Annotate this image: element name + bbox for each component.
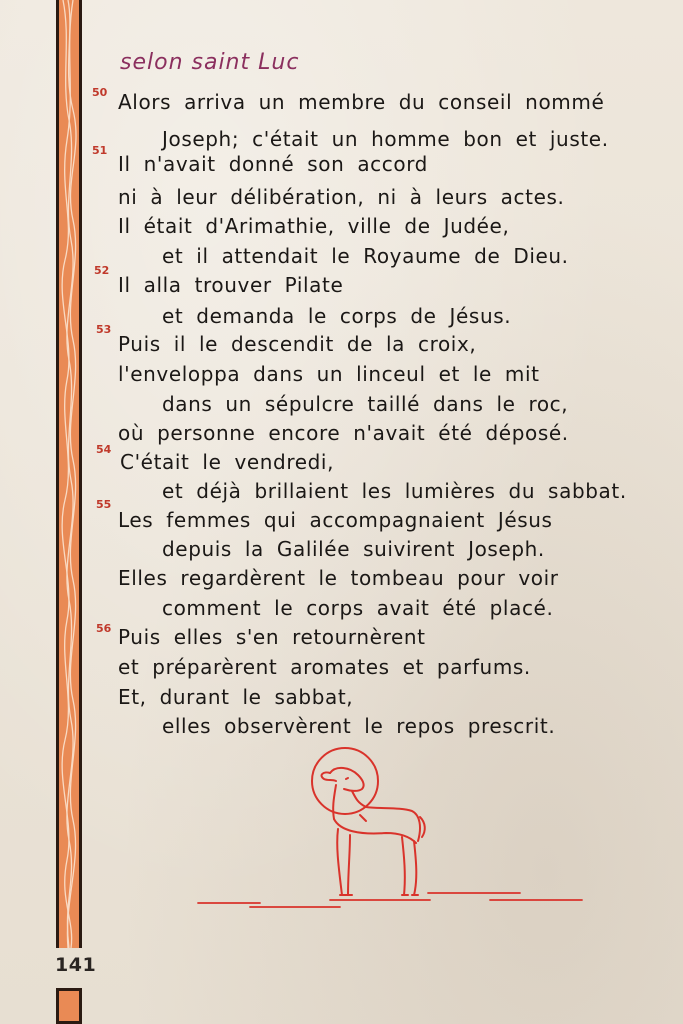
verse-line: depuis la Galilée suivirent Joseph. (162, 537, 545, 561)
verse-line: et déjà brillaient les lumières du sabbat. (162, 479, 627, 503)
verse-number: 50 (92, 86, 108, 99)
verse-line: Puis il le descendit de la croix, (118, 332, 477, 356)
lamb-illustration (190, 745, 600, 915)
verse-line: ni à leur délibération, ni à leurs actes. (118, 185, 565, 209)
verse-line: C'était le vendredi, (120, 450, 335, 474)
verse-line: et préparèrent aromates et parfums. (118, 655, 531, 679)
verse-number: 51 (92, 144, 108, 157)
section-heading: selon saint Luc (120, 50, 300, 75)
page-number: 141 (55, 954, 97, 976)
verse-line: elles observèrent le repos prescrit. (162, 714, 556, 738)
verse-line: et demanda le corps de Jésus. (162, 304, 512, 328)
verse-line: Il alla trouver Pilate (118, 273, 344, 297)
decorative-border-bottom (56, 988, 82, 1024)
verse-line: Il était d'Arimathie, ville de Judée, (118, 214, 510, 238)
verse-line: Joseph; c'était un homme bon et juste. (162, 127, 609, 151)
verse-line: où personne encore n'avait été déposé. (118, 421, 569, 445)
verse-line: Alors arriva un membre du conseil nommé (118, 90, 605, 114)
verse-line: l'enveloppa dans un linceul et le mit (118, 362, 540, 386)
verse-line: Elles regardèrent le tombeau pour voir (118, 566, 559, 590)
verse-line: Puis elles s'en retournèrent (118, 625, 426, 649)
verse-line: Il n'avait donné son accord (118, 152, 428, 176)
verse-number: 53 (96, 323, 112, 336)
verse-number: 56 (96, 622, 112, 635)
verse-line: et il attendait le Royaume de Dieu. (162, 244, 569, 268)
verse-number: 54 (96, 443, 112, 456)
decorative-border (56, 0, 82, 948)
verse-number: 55 (96, 498, 112, 511)
verse-number: 52 (94, 264, 110, 277)
verse-line: Et, durant le sabbat, (118, 685, 354, 709)
verse-line: dans un sépulcre taillé dans le roc, (162, 392, 569, 416)
verse-line: Les femmes qui accompagnaient Jésus (118, 508, 553, 532)
verse-line: comment le corps avait été placé. (162, 596, 554, 620)
